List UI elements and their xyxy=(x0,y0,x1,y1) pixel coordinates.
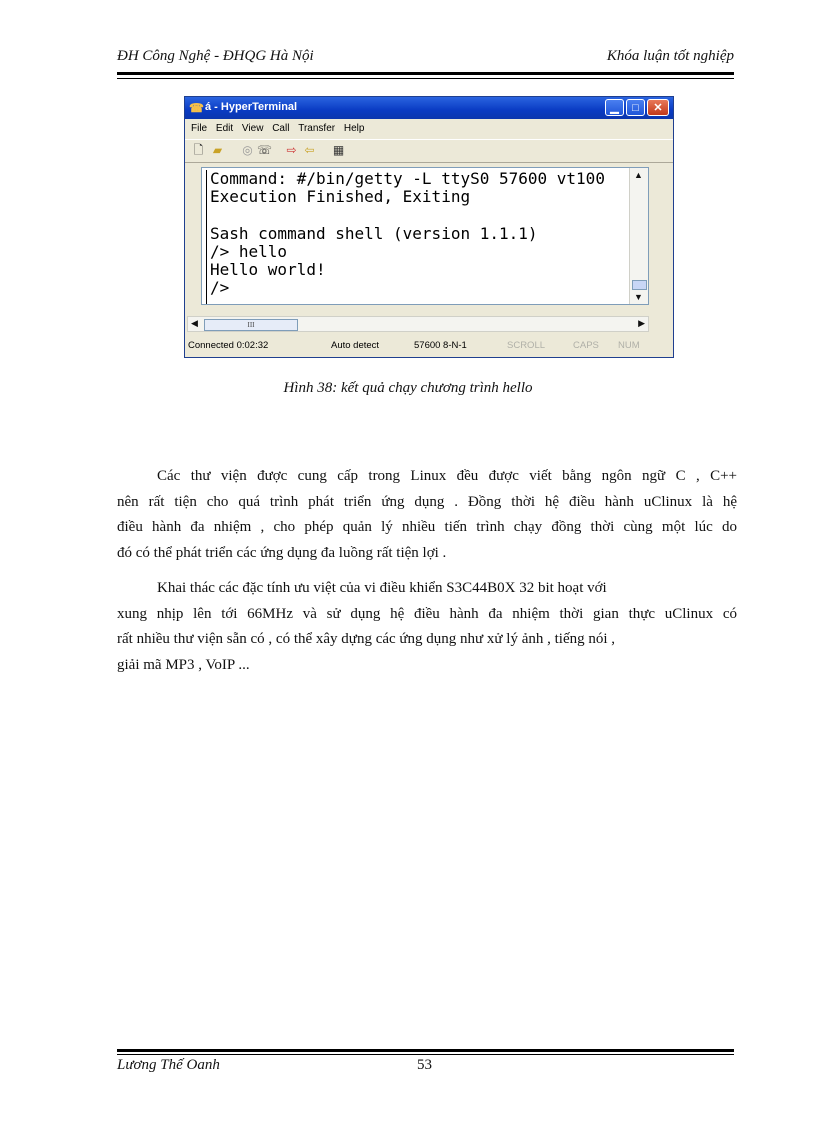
horizontal-scroll-thumb[interactable]: III xyxy=(204,319,298,331)
open-folder-icon[interactable]: ▰ xyxy=(212,143,223,157)
paragraph-line: giải mã MP3 , VoIP ... xyxy=(117,656,250,673)
status-detect: Auto detect xyxy=(331,340,380,351)
paragraph-line: xung nhịp lên tới 66MHz và sử dụng hệ điều hành đa nhiệm thời gian thực uClinux có xyxy=(117,605,737,622)
paragraph-line: nên rất tiện cho quá trình phát triển ứng dụng . Đồng thời hệ điều hành uClinux là hệ xyxy=(117,493,737,510)
terminal-line: Command: #/bin/getty -L ttyS0 57600 vt100 xyxy=(210,169,605,188)
paragraph-line: đó có thể phát triển các ứng dụng đa luồng rất tiện lợi . xyxy=(117,544,447,561)
status-scroll: SCROLL xyxy=(507,340,546,351)
status-caps: CAPS xyxy=(573,340,599,351)
header-document-type: Khóa luận tốt nghiệp xyxy=(606,48,734,64)
horizontal-scrollbar[interactable] xyxy=(187,316,649,332)
figure-caption: Hình 38: kết quả chạy chương trình hello xyxy=(283,380,533,396)
hyperterminal-app-icon: ☎ xyxy=(189,101,204,115)
window-titlebar[interactable] xyxy=(185,97,673,119)
paragraph-line: Các thư viện được cung cấp trong Linux đều được viết bằng ngôn ngữ C , C++ xyxy=(157,468,737,484)
properties-icon[interactable]: ▦ xyxy=(332,143,345,157)
scroll-up-icon[interactable]: ▲ xyxy=(634,170,643,180)
toolbar xyxy=(185,139,673,163)
terminal-line: Hello world! xyxy=(210,260,326,280)
paragraph-2 xyxy=(117,576,737,678)
status-connected: Connected 0:02:32 xyxy=(188,340,269,351)
window-title: á - HyperTerminal xyxy=(205,101,298,113)
terminal-area[interactable] xyxy=(201,167,649,305)
menu-help[interactable]: Help xyxy=(343,123,365,134)
phone-dial-icon[interactable]: ☏ xyxy=(257,143,273,157)
status-port: 57600 8-N-1 xyxy=(414,340,467,351)
menu-view[interactable]: View xyxy=(241,123,264,134)
status-bar xyxy=(185,335,673,357)
terminal-line: /> hello xyxy=(210,241,288,261)
scroll-down-icon[interactable]: ▼ xyxy=(634,292,643,302)
menu-bar xyxy=(185,120,673,138)
paragraph-1 xyxy=(117,464,737,566)
vertical-scrollbar[interactable] xyxy=(629,168,648,304)
maximize-button[interactable]: □ xyxy=(626,99,645,116)
disconnect-icon[interactable]: ◎ xyxy=(242,143,253,157)
menu-file[interactable]: File xyxy=(191,123,208,134)
hyperterminal-screenshot xyxy=(184,96,674,358)
paragraph-line: Khai thác các đặc tính ưu việt của vi điều khiển S3C44B0X 32 bit hoạt với xyxy=(157,580,607,596)
vertical-scroll-thumb[interactable] xyxy=(632,280,647,290)
scroll-left-icon[interactable]: ◀ xyxy=(191,318,198,328)
menu-call[interactable]: Call xyxy=(272,123,290,134)
new-document-icon[interactable]: 🗋 xyxy=(193,143,204,157)
page-number: 53 xyxy=(417,1057,432,1073)
terminal-line: /> xyxy=(210,278,230,298)
terminal-line: Execution Finished, Exiting xyxy=(210,187,471,207)
paragraph-line: điều hành đa nhiệm , cho phép quản lý nhiều tiến trình chạy đồng thời cùng một lúc do xyxy=(117,519,737,535)
terminal-output xyxy=(206,170,628,304)
send-icon[interactable]: ⇨ xyxy=(286,143,297,157)
paragraph-line: rất nhiều thư viện sẵn có , có thể xây dựng các ứng dụng như xử lý ảnh , tiếng nói , xyxy=(117,631,616,647)
terminal-line: Sash command shell (version 1.1.1) xyxy=(210,223,538,243)
header-divider xyxy=(117,72,734,79)
status-num: NUM xyxy=(618,340,640,351)
page-header xyxy=(117,48,734,70)
header-institution: ĐH Công Nghệ - ĐHQG Hà Nội xyxy=(117,48,314,64)
terminal-line xyxy=(210,206,628,224)
footer-author: Lương Thế Oanh xyxy=(117,1057,220,1073)
menu-transfer[interactable]: Transfer xyxy=(298,123,336,134)
minimize-button[interactable]: ▁ xyxy=(605,99,624,116)
close-button[interactable]: ✕ xyxy=(647,99,669,116)
scroll-right-icon[interactable]: ▶ xyxy=(638,318,645,328)
footer-divider xyxy=(117,1049,734,1055)
menu-edit[interactable]: Edit xyxy=(215,123,234,134)
receive-icon[interactable]: ⇦ xyxy=(304,143,315,157)
